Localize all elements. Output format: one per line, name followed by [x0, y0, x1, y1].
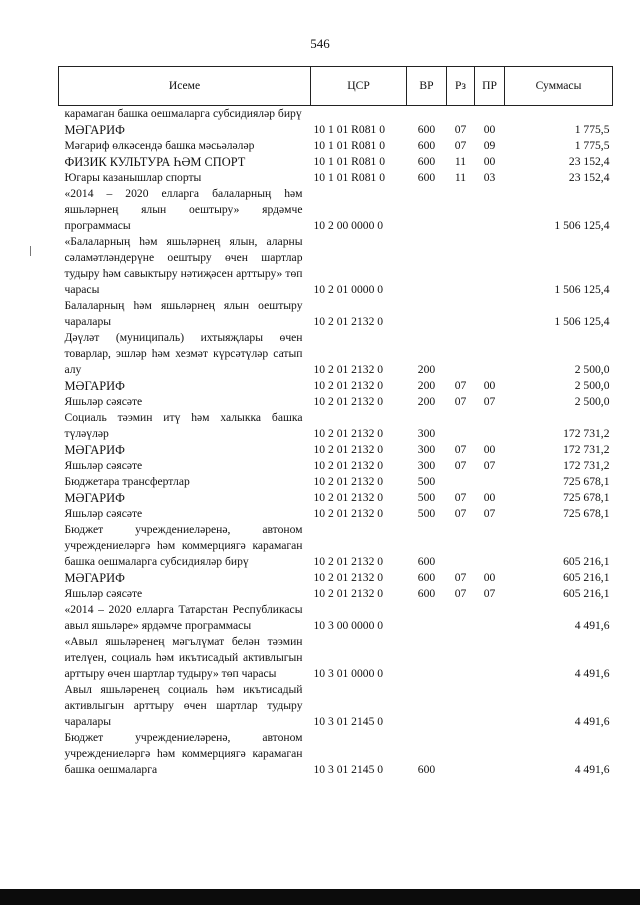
cell-code: 10 2 01 2132 0: [313, 507, 384, 520]
cell-code: 10 2 00 0000 0: [313, 219, 384, 232]
cell-rz: [447, 602, 475, 634]
cell-sum: 172 731,2: [563, 427, 610, 440]
table-row: [59, 106, 613, 123]
cell-name: Югары казанышлар спорты: [64, 171, 202, 184]
page-number: 546: [310, 36, 330, 51]
cell-rz: [447, 106, 475, 123]
cell-name: Бюджетара трансфертлар: [64, 475, 190, 488]
cell-code: 10 2 01 2132 0: [313, 379, 384, 392]
cell-name: Бюджет учреждениеләренә, автоном учреждениеләргә һәм коммерциягә карамаган башка оешмаларга субсидияләр бирү: [64, 523, 303, 568]
cell-sum: 1 506 125,4: [554, 283, 610, 296]
cell-code: 10 2 01 2132 0: [313, 395, 384, 408]
cell-code: 10 2 01 2132 0: [313, 427, 384, 440]
cell-vr: 600: [417, 171, 436, 184]
header-code: ЦСР: [311, 67, 407, 106]
cell-pr: [475, 682, 505, 730]
cell-code: 10 3 01 0000 0: [313, 667, 384, 680]
cell-code: 10 2 01 2132 0: [313, 587, 384, 600]
cell-rz: 07: [454, 123, 467, 136]
cell-rz: [447, 410, 475, 442]
cell-code: 10 3 01 2145 0: [313, 715, 384, 728]
cell-name: Бюджет учреждениеләренә, автоном учреждениеләргә һәм коммерциягә карамаган башка оешмаларга: [64, 731, 303, 776]
cell-rz: [447, 730, 475, 778]
table-row: [59, 490, 613, 506]
header-name: Исеме: [59, 67, 311, 106]
table-row: [59, 474, 613, 490]
table-row: [59, 170, 613, 186]
cell-name: Балаларның һәм яшьләрнең ялын оештыру чаралары: [64, 299, 303, 328]
cell-rz: [447, 474, 475, 490]
table-row: [59, 730, 613, 778]
cell-pr: [475, 234, 505, 298]
table-row: [59, 378, 613, 394]
table-row: [59, 602, 613, 634]
cell-vr: 500: [417, 475, 436, 488]
cell-pr: [475, 186, 505, 234]
cell-vr: 600: [417, 587, 436, 600]
cell-vr: [407, 234, 447, 298]
cell-pr: [475, 730, 505, 778]
cell-pr: 09: [483, 139, 496, 152]
cell-code: 10 3 01 2145 0: [313, 763, 384, 776]
cell-sum: 172 731,2: [563, 459, 610, 472]
cell-code: 10 1 01 R081 0: [313, 139, 385, 152]
cell-vr: 200: [417, 363, 436, 376]
cell-name: Дәүләт (муниципаль) ихтыяҗлары өчен товарлар, эшләр һәм хезмәт күрсәтүләр сатып алу: [64, 331, 303, 376]
cell-vr: 500: [417, 507, 436, 520]
cell-code: 10 2 01 2132 0: [313, 571, 384, 584]
cell-name: ФИЗИК КУЛЬТУРА ҺӘМ СПОРТ: [64, 155, 246, 169]
cell-sum: 605 216,1: [563, 555, 610, 568]
scan-bottom-edge: [0, 889, 640, 905]
cell-vr: [407, 634, 447, 682]
cell-pr: 00: [483, 571, 496, 584]
cell-sum: 23 152,4: [568, 171, 610, 184]
cell-sum: 725 678,1: [563, 507, 610, 520]
cell-pr: [475, 410, 505, 442]
budget-table: [58, 66, 613, 778]
cell-rz: [447, 186, 475, 234]
cell-pr: [475, 522, 505, 570]
cell-vr: 300: [417, 443, 436, 456]
cell-vr: [407, 602, 447, 634]
cell-vr: 600: [417, 123, 436, 136]
cell-vr: [407, 682, 447, 730]
table-header: [59, 67, 613, 106]
cell-name: «Балаларның һәм яшьләрнең ялын, аларны сәламәтләндерүне оештыру өчен шартлар тудыру һәм савыктыру нәтиҗәсен арттыру» төп чарасы: [64, 235, 303, 296]
header-vr: ВР: [407, 67, 447, 106]
cell-pr: 00: [483, 155, 496, 168]
table-body: [59, 106, 613, 779]
cell-name: Мәгариф өлкәсендә башка мәсьәләләр: [64, 139, 255, 152]
cell-name: Яшьләр сәясәте: [64, 507, 143, 520]
cell-rz: 11: [454, 171, 467, 184]
table-row: [59, 522, 613, 570]
cell-code: 10 2 01 0000 0: [313, 283, 384, 296]
cell-name: Яшьләр сәясәте: [64, 459, 143, 472]
cell-name: «Авыл яшьләренең мәгълүмат белән тәэмин ителүен, социаль һәм икътисадый активлыгын арттыру өчен шартлар тудыру» төп чарасы: [64, 635, 303, 680]
cell-vr: 200: [417, 395, 436, 408]
cell-rz: [447, 234, 475, 298]
header-rz: Рз: [447, 67, 475, 106]
cell-rz: [447, 682, 475, 730]
table-row: [59, 394, 613, 410]
cell-vr: [407, 298, 447, 330]
cell-sum: 725 678,1: [563, 491, 610, 504]
cell-rz: 07: [454, 587, 467, 600]
cell-code: 10 2 01 2132 0: [313, 315, 384, 328]
cell-sum: 2 500,0: [574, 395, 610, 408]
cell-code: 10 2 01 2132 0: [313, 443, 384, 456]
cell-rz: 07: [454, 459, 467, 472]
cell-sum: 725 678,1: [563, 475, 610, 488]
table-row: [59, 570, 613, 586]
cell-sum: 1 775,5: [574, 139, 610, 152]
cell-code: 10 1 01 R081 0: [313, 123, 385, 136]
cell-vr: [407, 106, 447, 123]
cell-pr: [475, 602, 505, 634]
cell-rz: [447, 298, 475, 330]
cell-sum: 4 491,6: [574, 619, 610, 632]
table-row: [59, 298, 613, 330]
cell-sum: 605 216,1: [563, 571, 610, 584]
cell-code: 10 3 00 0000 0: [313, 619, 384, 632]
cell-pr: 00: [483, 123, 496, 136]
cell-vr: 600: [417, 155, 436, 168]
table-row: [59, 122, 613, 138]
cell-rz: 07: [454, 571, 467, 584]
cell-code: [311, 106, 407, 123]
cell-pr: [475, 634, 505, 682]
cell-name: МӘГАРИФ: [64, 443, 125, 457]
header-sum: Суммасы: [505, 67, 613, 106]
cell-pr: [475, 298, 505, 330]
cell-pr: 03: [483, 171, 496, 184]
cell-rz: 07: [454, 395, 467, 408]
table-row: [59, 634, 613, 682]
cell-sum: 2 500,0: [574, 379, 610, 392]
cell-name: Яшьләр сәясәте: [64, 587, 143, 600]
table-row: [59, 458, 613, 474]
header-pr: ПР: [475, 67, 505, 106]
cell-vr: 300: [417, 427, 436, 440]
cell-pr: 00: [483, 491, 496, 504]
cell-pr: [475, 474, 505, 490]
cell-rz: [447, 634, 475, 682]
cell-rz: 07: [454, 139, 467, 152]
cell-sum: 2 500,0: [574, 363, 610, 376]
cell-sum: 1 506 125,4: [554, 315, 610, 328]
cell-pr: 00: [483, 443, 496, 456]
cell-vr: 600: [417, 139, 436, 152]
cell-sum: 605 216,1: [563, 587, 610, 600]
table-row: [59, 154, 613, 170]
cell-name: карамаган башка оешмаларга субсидияләр бирү: [64, 107, 302, 120]
table-row: [59, 682, 613, 730]
cell-sum: 1 506 125,4: [554, 219, 610, 232]
cell-rz: 07: [454, 507, 467, 520]
cell-vr: [407, 186, 447, 234]
cell-sum: 1 775,5: [574, 123, 610, 136]
cell-sum: [505, 106, 613, 123]
cell-sum: 4 491,6: [574, 763, 610, 776]
cell-name: Авыл яшьләренең социаль һәм икътисадый активлыгын арттыру өчен шартлар тудыру чаралары: [64, 683, 303, 728]
cell-sum: 4 491,6: [574, 667, 610, 680]
table-row: [59, 330, 613, 378]
cell-vr: 500: [417, 491, 436, 504]
cell-vr: 600: [417, 571, 436, 584]
cell-pr: 07: [483, 587, 496, 600]
table-row: [59, 186, 613, 234]
cell-rz: 07: [454, 443, 467, 456]
margin-mark: [30, 246, 31, 256]
cell-code: 10 2 01 2132 0: [313, 363, 384, 376]
table-row: [59, 234, 613, 298]
cell-vr: 200: [417, 379, 436, 392]
cell-name: МӘГАРИФ: [64, 379, 125, 393]
cell-pr: 07: [483, 507, 496, 520]
table-row: [59, 442, 613, 458]
cell-pr: 07: [483, 395, 496, 408]
cell-rz: 07: [454, 491, 467, 504]
table-row: [59, 586, 613, 602]
cell-name: Социаль тәэмин итү һәм халыкка башка түләүләр: [64, 411, 303, 440]
cell-code: 10 2 01 2132 0: [313, 491, 384, 504]
table-row: [59, 506, 613, 522]
cell-code: 10 2 01 2132 0: [313, 475, 384, 488]
cell-vr: 300: [417, 459, 436, 472]
cell-pr: [475, 106, 505, 123]
cell-sum: 23 152,4: [568, 155, 610, 168]
cell-vr: 600: [417, 763, 436, 776]
cell-sum: 172 731,2: [563, 443, 610, 456]
header-row: [59, 67, 613, 106]
cell-name: МӘГАРИФ: [64, 491, 125, 505]
cell-sum: 4 491,6: [574, 715, 610, 728]
cell-name: «2014 – 2020 елларга балаларның һәм яшьләрнең ялын оештыру» ярдәмче программасы: [64, 187, 303, 232]
table-row: [59, 138, 613, 154]
cell-vr: 600: [417, 555, 436, 568]
cell-rz: [447, 330, 475, 378]
cell-code: 10 2 01 2132 0: [313, 555, 384, 568]
cell-code: 10 2 01 2132 0: [313, 459, 384, 472]
cell-name: МӘГАРИФ: [64, 123, 125, 137]
cell-name: «2014 – 2020 елларга Татарстан Республикасы авыл яшьләре» ярдәмче программасы: [64, 603, 303, 632]
table-row: [59, 410, 613, 442]
cell-rz: 07: [454, 379, 467, 392]
cell-pr: [475, 330, 505, 378]
cell-name: Яшьләр сәясәте: [64, 395, 143, 408]
cell-pr: 00: [483, 379, 496, 392]
cell-rz: [447, 522, 475, 570]
cell-rz: 11: [454, 155, 467, 168]
cell-pr: 07: [483, 459, 496, 472]
cell-code: 10 1 01 R081 0: [313, 155, 385, 168]
cell-name: МӘГАРИФ: [64, 571, 125, 585]
cell-code: 10 1 01 R081 0: [313, 171, 385, 184]
